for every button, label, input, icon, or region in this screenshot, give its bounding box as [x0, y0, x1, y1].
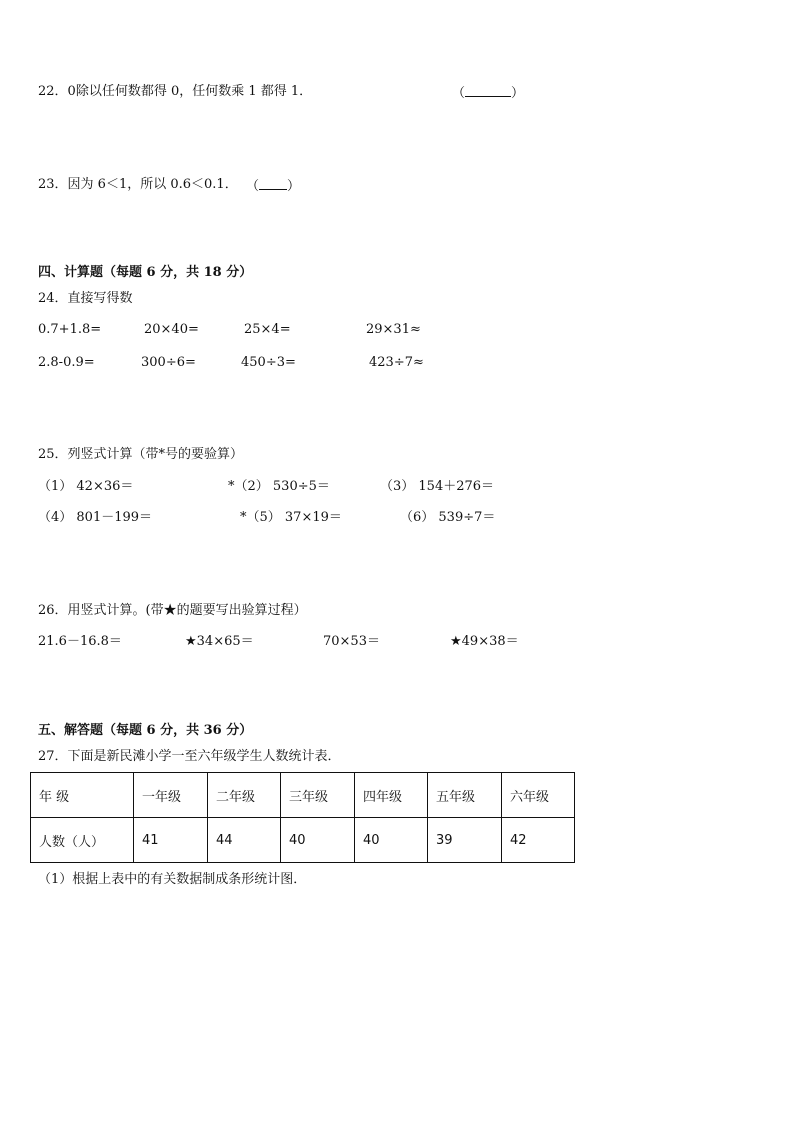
table-cell: 三年级: [281, 773, 355, 818]
calc-item: 300÷6=: [141, 355, 196, 370]
calc-item: 25×4=: [244, 322, 291, 337]
table-row: [31, 818, 575, 863]
calc-item: （6） 539÷7＝: [400, 510, 496, 525]
paren-close: ）: [511, 86, 525, 101]
calc-item: 2.8-0.9=: [38, 355, 95, 370]
calc-item: （3） 154＋276＝: [380, 479, 495, 494]
question-26-title: 26．用竖式计算。(带★的题要写出验算过程）: [38, 603, 307, 618]
calc-item: 70×53＝: [323, 634, 380, 649]
table-cell: 44: [208, 818, 281, 863]
student-count-table: [30, 772, 575, 863]
table-cell: 年 级: [31, 773, 134, 818]
question-25-title: 25．列竖式计算（带*号的要验算）: [38, 447, 244, 462]
table-cell: 二年级: [208, 773, 281, 818]
calc-item: 20×40=: [144, 322, 199, 337]
table-header-row: [31, 773, 575, 818]
question-23-text: 23．因为 6＜1，所以 0.6＜0.1．: [38, 177, 238, 192]
table-cell: 一年级: [134, 773, 208, 818]
table-cell: 六年级: [502, 773, 575, 818]
question-27-sub-1: （1）根据上表中的有关数据制成条形统计图．: [38, 872, 307, 887]
answer-blank[interactable]: [259, 177, 287, 190]
table-cell: 39: [428, 818, 502, 863]
calc-item: （4） 801－199＝: [38, 510, 153, 525]
table-cell: 40: [355, 818, 428, 863]
table-cell: 41: [134, 818, 208, 863]
calc-item: 423÷7≈: [369, 355, 424, 370]
section-5-title: 五、解答题（每题 6 分，共 36 分）: [38, 723, 253, 738]
calc-item: （1） 42×36＝: [38, 479, 134, 494]
table-cell: 42: [502, 818, 575, 863]
calc-item: ★34×65＝: [185, 634, 254, 649]
table-cell: 五年级: [428, 773, 502, 818]
calc-item: *（5） 37×19＝: [240, 510, 342, 525]
calc-item: 21.6－16.8＝: [38, 634, 122, 649]
question-27-title: 27．下面是新民滩小学一至六年级学生人数统计表．: [38, 749, 341, 764]
calc-item: ★49×38＝: [450, 634, 519, 649]
answer-blank[interactable]: [465, 84, 511, 97]
table-cell: 人数（人）: [31, 818, 134, 863]
calc-item: 450÷3=: [241, 355, 296, 370]
paren-open: （: [452, 86, 466, 101]
section-4-title: 四、计算题（每题 6 分，共 18 分）: [38, 265, 253, 280]
paren-open: （: [246, 179, 260, 194]
paren-close: ）: [287, 179, 301, 194]
question-22-answer-paren: [452, 84, 524, 102]
table-cell: 40: [281, 818, 355, 863]
question-23-answer-paren: [246, 177, 300, 195]
calc-item: 0.7+1.8=: [38, 322, 102, 337]
table-cell: 四年级: [355, 773, 428, 818]
question-24-title: 24．直接写得数: [38, 291, 133, 306]
calc-item: *（2） 530÷5＝: [228, 479, 330, 494]
calc-item: 29×31≈: [366, 322, 421, 337]
question-22-text: 22．0除以任何数都得 0，任何数乘 1 都得 1．: [38, 84, 313, 99]
